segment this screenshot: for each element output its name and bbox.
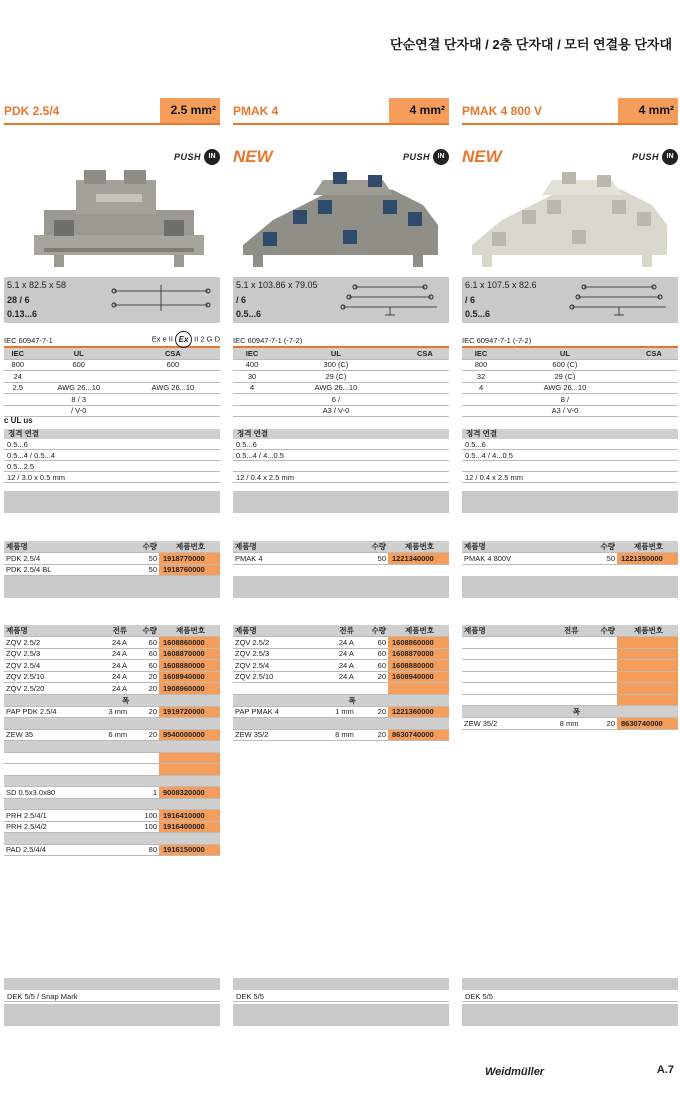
certification-line	[233, 336, 449, 348]
gray-band	[4, 491, 220, 513]
certification-line	[4, 336, 220, 348]
table-row: 400 300 (C)	[233, 359, 449, 371]
table-row: SD 0.5x3.0x80 1 9008320000	[4, 787, 220, 799]
order-table: 제품명 수량 제품번호 PMAK 4 50 1221340000	[233, 541, 449, 565]
table-row: PDK 2.5/4 50 1918770000	[4, 553, 220, 565]
terminal-block-image	[462, 150, 678, 275]
dimensions: 5.1 x 103.86 x 79.05	[236, 280, 318, 290]
marker-label: DEK 5/5	[233, 991, 449, 1002]
accessory-table: 제품명 전류 수량 제품번호 폭 ZEW 35/2 8 mm 20 8630740000	[462, 625, 678, 730]
connection-section: 정격 연결 0.5...6 0.5...4 / 4...0.5 12 / 0.4 x 2.5 mm	[233, 429, 449, 483]
certification-line	[462, 336, 678, 348]
product-name: PMAK 4 800 V	[462, 104, 543, 118]
table-row: ZQV 2.5/2 24 A 60 1608860000	[233, 637, 449, 649]
table-row: 8 /	[462, 394, 678, 406]
table-row: 32 29 (C)	[462, 371, 678, 383]
table-row: 24	[4, 371, 220, 383]
table-row: A3 / V-0	[462, 405, 678, 417]
ex-marking: Ex e II Ex II 2 G D	[152, 331, 220, 348]
table-row: PMAK 4 800V 50 1221350000	[462, 553, 678, 565]
product-name: PMAK 4	[233, 104, 279, 118]
table-row: ZEW 35/2 8 mm 20 8630740000	[233, 729, 449, 741]
table-row: 800 600 (C)	[462, 359, 678, 371]
terminal-block-image	[233, 150, 449, 275]
marker-label: DEK 5/5 / Snap Mark	[4, 991, 220, 1002]
table-row: 4 AWG 26...10	[233, 382, 449, 394]
spec-band	[233, 277, 449, 323]
gray-band	[462, 1004, 678, 1026]
table-row: PAP PDK 2.5/4 3 mm 20 1919720000	[4, 706, 220, 718]
rating-table: IEC UL CSA 400 300 (C) 30 29 (C) 4 AWG 26...10 6 / A3 / V-0	[233, 348, 449, 417]
gray-band	[4, 1004, 220, 1026]
marker-label: DEK 5/5	[462, 991, 678, 1002]
connection-section: 정격 연결 0.5...6 0.5...4 / 4...0.5 12 / 0.4 x 2.5 mm	[462, 429, 678, 483]
rating-table: IEC UL CSA 800 600 600 24 2.5 AWG 26...10 AWG 26...10 8 / 3 / V-0	[4, 348, 220, 417]
gray-band	[462, 576, 678, 598]
iec-standard: IEC 60947-7-1 (-7-2)	[233, 336, 303, 345]
table-row: PRH 2.5/4/1 100 1916410000	[4, 810, 220, 822]
gray-band	[233, 1004, 449, 1026]
table-row: 4 AWG 26...10	[462, 382, 678, 394]
spec-line-2: 28 / 6	[7, 295, 30, 305]
terminal-block-image	[4, 150, 220, 275]
rating-table: IEC UL CSA 800 600 (C) 32 29 (C) 4 AWG 26...10 8 / A3 / V-0	[462, 348, 678, 417]
push-in-logo: PUSH IN	[174, 149, 220, 165]
table-row: / V-0	[4, 405, 220, 417]
table-row: 800 600 600	[4, 359, 220, 371]
product-title-bar	[462, 98, 678, 125]
table-row: PMAK 4 50 1221340000	[233, 553, 449, 565]
cross-section-badge: 4 mm²	[389, 98, 449, 123]
table-row: ZQV 2.5/3 24 A 60 1608870000	[4, 648, 220, 660]
table-row: PDK 2.5/4 BL 50 1918760000	[4, 564, 220, 576]
product-title-bar	[4, 98, 220, 125]
accessory-table: 제품명 전류 수량 제품번호 ZQV 2.5/2 24 A 60 1608860000 ZQV 2.5/3 24 A 60 1608870000 ZQV 2.5/4 24 A 60 1608880000 ZQV 2.5/10 24 A 20 1608940000 폭 PAP PMAK 4 1 mm 20 1221360000 ZEW 35/2 8 mm 20 8630740000	[233, 625, 449, 741]
spec-band	[462, 277, 678, 323]
push-in-logo: PUSH IN	[632, 149, 678, 165]
circuit-diagram-icon	[335, 281, 445, 319]
order-table: 제품명 수량 제품번호 PDK 2.5/4 50 1918770000 PDK 2.5/4 BL 50 1918760000	[4, 541, 220, 576]
new-badge: NEW	[462, 147, 502, 166]
spec-line-2: / 6	[236, 295, 247, 305]
table-row: 2.5 AWG 26...10 AWG 26...10	[4, 382, 220, 394]
product-name: PDK 2.5/4	[4, 104, 60, 118]
cross-section-badge: 4 mm²	[618, 98, 678, 123]
table-row: ZQV 2.5/2 24 A 60 1608860000	[4, 637, 220, 649]
gray-band	[4, 576, 220, 598]
dimensions: 5.1 x 82.5 x 58	[7, 280, 67, 290]
spec-line-3: 0.5...6	[236, 309, 262, 319]
table-row: 8 / 3	[4, 394, 220, 406]
dimensions: 6.1 x 107.5 x 82.6	[465, 280, 537, 290]
gray-band	[233, 491, 449, 513]
iec-standard: IEC 60947-7-1 (-7-2)	[462, 336, 532, 345]
gray-band	[4, 978, 220, 990]
circuit-diagram-icon	[106, 281, 216, 319]
push-in-logo: PUSH IN	[403, 149, 449, 165]
product-title-bar	[233, 98, 449, 125]
table-row: 30 29 (C)	[233, 371, 449, 383]
gray-band	[462, 491, 678, 513]
table-row: PAP PMAK 4 1 mm 20 1221360000	[233, 706, 449, 718]
page-number: A.7	[656, 1064, 674, 1076]
table-row: ZQV 2.5/4 24 A 60 1608880000	[233, 660, 449, 672]
table-row: ZQV 2.5/4 24 A 60 1608880000	[4, 660, 220, 672]
connection-header: 정격 연결	[233, 429, 449, 439]
table-row: PAD 2.5/4/4 80 1916150000	[4, 844, 220, 856]
table-row: A3 / V-0	[233, 405, 449, 417]
table-row: ZEW 35 6 mm 20 9540000000	[4, 729, 220, 741]
connection-section: 정격 연결 0.5...6 0.5...4 / 0.5...4 0.5...2.5 12 / 3.0 x 0.5 mm	[4, 429, 220, 483]
table-row: ZQV 2.5/20 24 A 20 1908960000	[4, 683, 220, 695]
spec-line-3: 0.13...6	[7, 309, 38, 319]
connection-header: 정격 연결	[462, 429, 678, 439]
table-row: 6 /	[233, 394, 449, 406]
page-header-title: 단순연결 단자대 / 2층 단자대 / 모터 연결용 단자대	[390, 37, 672, 52]
connection-header: 정격 연결	[4, 429, 220, 439]
new-badge: NEW	[233, 147, 273, 166]
accessory-table: 제품명 전류 수량 제품번호 ZQV 2.5/2 24 A 60 1608860000 ZQV 2.5/3 24 A 60 1608870000 ZQV 2.5/4 24 A 60 1608880000 ZQV 2.5/10 24 A 20 1608940000 ZQV 2.5/20 24 A 20 1908960000 폭 PAP PDK 2.5/4 3 mm 20 1919720000 ZEW 35 6 mm 20 9540000000 SD 0.5x3.0x80 1 9008320000 PRH 2.5/4/1 100 1916410000 PRH 2.5/4/2 100 1916400000 PAD 2.5/4/4 80 1916150000	[4, 625, 220, 856]
spec-line-3: 0.5...6	[465, 309, 491, 319]
gray-band	[233, 978, 449, 990]
table-row: ZQV 2.5/10 24 A 20 1608940000	[233, 671, 449, 683]
spec-band	[4, 277, 220, 323]
ex-icon: Ex	[175, 331, 192, 348]
cross-section-badge: 2.5 mm²	[160, 98, 220, 123]
iec-standard: IEC 60947-7-1	[4, 336, 53, 345]
spec-line-2: / 6	[465, 295, 476, 305]
ul-mark-icon: c UL us	[4, 416, 33, 425]
gray-band	[233, 576, 449, 598]
circuit-diagram-icon	[564, 281, 674, 319]
table-row: ZQV 2.5/3 24 A 60 1608870000	[233, 648, 449, 660]
table-row: PRH 2.5/4/2 100 1916400000	[4, 821, 220, 833]
weidmuller-logo: Weidmüller	[485, 1066, 545, 1078]
order-table: 제품명 수량 제품번호 PMAK 4 800V 50 1221350000	[462, 541, 678, 565]
table-row: ZEW 35/2 8 mm 20 8630740000	[462, 718, 678, 730]
gray-band	[462, 978, 678, 990]
table-row: ZQV 2.5/10 24 A 20 1608940000	[4, 671, 220, 683]
